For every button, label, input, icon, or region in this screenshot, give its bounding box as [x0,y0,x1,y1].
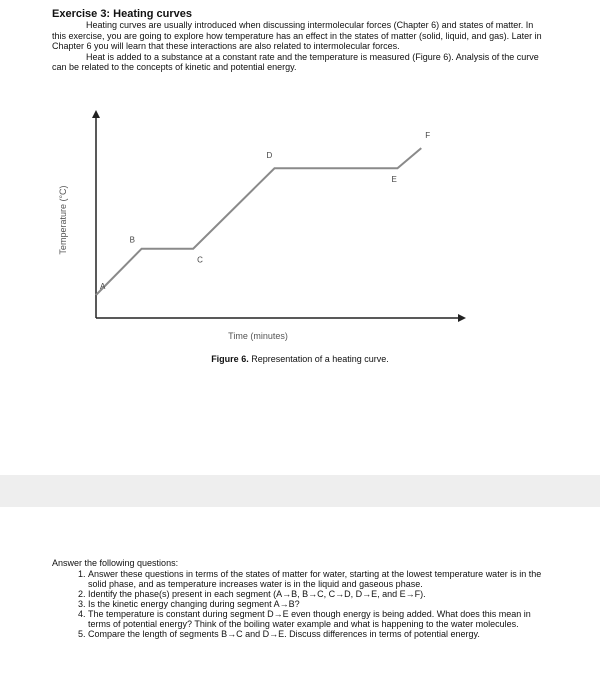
curve-layer [96,131,430,295]
intro-paragraph-1: Heating curves are usually introduced when discussing intermolecular forces (Chapter 6) and states of matter. In this exercise, you are going to explore how temperature has an effect in the states of matter (solid, liquid, and gas). Later in Chapter 6 you will learn that these interactions are also related to intermolecular forces. [52,20,542,51]
point-label-b: B [129,235,135,245]
questions-section [52,558,542,639]
point-label-a: A [100,282,106,291]
heating-curve-line [96,148,421,295]
questions-list [52,569,542,639]
point-label-d: D [266,151,273,161]
x-axis-label: Time (minutes) [228,331,288,341]
exercise-title: Exercise 3: Heating curves [52,8,193,20]
question-item: 5. Compare the length of segments B→C and D→E. Discuss differences in terms of potential energy. [88,629,542,639]
figure-caption-label: Figure 6. [211,354,249,364]
figure-caption [0,354,600,364]
question-item: 2. Identify the phase(s) present in each segment (A→B, B→C, C→D, D→E, and E→F). [88,589,542,599]
question-item: 3. Is the kinetic energy changing during segment A→B? [88,599,542,609]
point-label-c: C [197,255,203,265]
heating-curve-chart [48,110,468,341]
question-item: 1. Answer these questions in terms of the states of matter for water, starting at the lowest temperature water is in the solid phase, and as temperature increases water is in the liquid and gaseous phase. [88,569,542,589]
questions-intro: Answer the following questions: [52,558,179,568]
page-divider [0,475,600,507]
y-axis-label: Temperature (°C) [58,185,68,255]
figure-caption-text: Representation of a heating curve. [251,354,389,364]
intro-paragraph-2: Heat is added to a substance at a constant rate and the temperature is measured (Figure 6). Analysis of the curve can be related to the concepts of kinetic and potential energy. [52,51,539,72]
point-label-e: E [391,175,397,185]
intro-text [52,20,544,73]
question-item: 4. The temperature is constant during segment D→E even though energy is being added. What does this mean in terms of potential energy? Think of the boiling water example and what is happening to the water molecules. [88,609,542,629]
point-label-f: F [425,131,431,141]
